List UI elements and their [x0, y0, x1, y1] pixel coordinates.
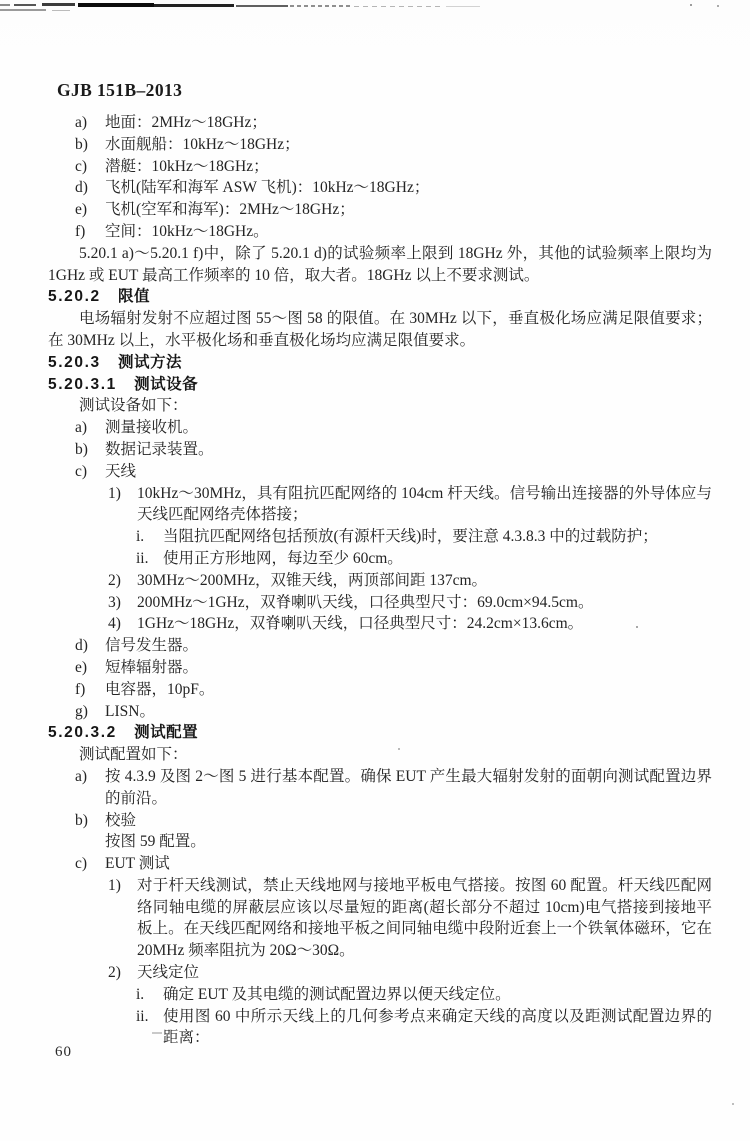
list-item-biconical-antenna	[48, 570, 712, 592]
list-text: 1GHz～18GHz，双脊喇叭天线，口径典型尺寸：24.2cm×13.6cm。	[137, 615, 584, 633]
list-marker: b)	[75, 440, 88, 458]
list-item-reference-points	[48, 1006, 712, 1050]
list-item-basic-config	[48, 766, 712, 810]
list-item-antenna-positioning	[48, 962, 712, 984]
list-text: 天线定位	[137, 964, 200, 982]
list-text: 校验	[105, 811, 137, 829]
list-item-aircraft	[48, 199, 712, 221]
list-marker: 1)	[108, 876, 121, 894]
list-item-antenna	[48, 461, 712, 483]
list-text: 地面：2MHz～18GHz；	[105, 114, 267, 131]
list-item-lisn	[48, 701, 712, 723]
list-text: 水面舰船：10kHz～18GHz；	[105, 135, 300, 153]
list-item-signal-generator	[48, 635, 712, 657]
scan-artifact	[52, 10, 70, 11]
scan-artifact	[0, 9, 46, 11]
list-marker: b)	[75, 135, 88, 153]
list-text: 短棒辐射器。	[105, 658, 199, 676]
list-text: 空间：10kHz～18GHz。	[105, 222, 269, 240]
list-marker: a)	[75, 767, 88, 785]
list-text: 飞机(陆军和海军 ASW 飞机)：10kHz～18GHz；	[105, 179, 430, 197]
scan-artifact	[290, 5, 352, 7]
list-text: LISN。	[105, 702, 155, 720]
section-heading-test-method	[48, 352, 712, 374]
standard-number-header: GJB 151B–2013	[57, 80, 183, 100]
section-number: 5.20.3.2	[48, 724, 117, 742]
list-text: 200MHz～1GHz，双脊喇叭天线，口径典型尺寸：69.0cm×94.5cm。	[137, 593, 594, 611]
section-number: 5.20.3.1	[48, 375, 117, 393]
list-item-space	[48, 221, 712, 243]
list-marker: 2)	[108, 571, 121, 589]
scan-artifact	[446, 6, 480, 7]
document-body	[48, 112, 712, 1049]
calibration-note: 按图 59 配置。	[105, 833, 206, 851]
section-number: 5.20.3	[48, 353, 101, 371]
list-item-rod-antenna	[48, 483, 712, 527]
list-text: 潜艇：10kHz～18GHz；	[105, 157, 269, 175]
list-marker: e)	[75, 658, 88, 676]
list-item-horn-antenna-1g-18g	[48, 613, 712, 635]
list-text: 使用图 60 中所示天线上的几何参考点来确定天线的高度以及距测试配置边界的距离：	[163, 1007, 712, 1047]
list-item-stub-radiator	[48, 657, 712, 679]
equipment-intro: 测试设备如下：	[79, 397, 188, 415]
list-marker: e)	[75, 201, 88, 219]
list-marker: b)	[75, 811, 88, 829]
list-item-asw-aircraft	[48, 177, 712, 199]
scan-artifact	[717, 5, 719, 7]
section-title: 测试配置	[134, 724, 199, 742]
list-item-calibration	[48, 810, 712, 832]
list-text: EUT 测试	[105, 855, 170, 873]
list-text: 10kHz～30MHz，具有阻抗匹配网络的 104cm 杆天线。信号输出连接器的外导体应与天线匹配网络壳体搭接；	[137, 484, 712, 524]
list-marker: a)	[75, 419, 88, 437]
section-heading-limits	[48, 286, 712, 308]
list-text: 30MHz～200MHz，双锥天线，两顶部间距 137cm。	[137, 571, 488, 589]
scan-artifact	[354, 6, 442, 7]
list-text: 信号发生器。	[105, 637, 199, 655]
list-marker: g)	[75, 702, 88, 720]
page-number: 60	[55, 1044, 72, 1060]
list-item-ground	[48, 112, 712, 134]
list-item-eut-test	[48, 853, 712, 875]
list-text: 对于杆天线测试，禁止天线地网与接地平板电气搭接。按图 60 配置。杆天线匹配网络同轴电缆的屏蔽层应该以尽量短的距离(超长部分不超过 10cm)电气搭接到接地平板上。在天线匹配网络和接地平板之间同轴电缆中段附近套上一个铁氧体磁环，它在 20MHz 频率阻抗为 20Ω～30Ω。	[137, 876, 712, 960]
list-marker: 4)	[108, 615, 121, 633]
paragraph-upper-limit: 5.20.1 a)～5.20.1 f)中，除了 5.20.1 d)的试验频率上限到 18GHz 外，其他的试验频率上限均为 1GHz 或 EUT 最高工作频率的 10 倍，取大者。18GHz 以上不要求测试。	[48, 244, 712, 284]
list-marker: 3)	[108, 593, 121, 611]
scan-artifact	[42, 3, 75, 6]
paragraph-limits: 电场辐射发射不应超过图 55～图 58 的限值。在 30MHz 以下，垂直极化场应满足限值要求；在 30MHz 以上，水平极化场和垂直极化场均应满足限值要求。	[48, 310, 712, 349]
list-item-ground-plane	[48, 548, 712, 570]
list-text: 数据记录装置。	[105, 440, 214, 458]
section-heading-test-equipment	[48, 374, 712, 396]
list-text: 测量接收机。	[105, 419, 199, 437]
scan-artifact	[690, 4, 692, 6]
list-marker: d)	[75, 637, 88, 655]
list-text: 确定 EUT 及其电缆的测试配置边界以便天线定位。	[163, 985, 511, 1003]
section-heading-test-config	[48, 722, 712, 744]
list-text: 按 4.3.9 及图 2～图 5 进行基本配置。确保 EUT 产生最大辐射发射的面朝向测试配置边界的前沿。	[105, 767, 712, 807]
scan-artifact	[14, 4, 36, 6]
scan-artifact	[0, 4, 10, 6]
list-item-surface-ship	[48, 134, 712, 156]
scan-artifact	[236, 5, 288, 7]
section-number: 5.20.2	[48, 288, 101, 306]
section-title: 测试方法	[118, 353, 183, 371]
section-title: 测试设备	[134, 375, 199, 393]
list-item-receiver	[48, 417, 712, 439]
list-marker: ii.	[136, 549, 149, 567]
list-marker: c)	[75, 157, 88, 175]
list-marker: i.	[136, 985, 145, 1003]
list-item-capacitor	[48, 679, 712, 701]
list-marker: i.	[136, 528, 145, 546]
list-marker: f)	[75, 222, 86, 240]
list-marker: c)	[75, 462, 88, 480]
list-marker: a)	[75, 114, 88, 131]
list-text: 飞机(空军和海军)：2MHz～18GHz；	[105, 201, 355, 219]
list-text: 当阻抗匹配网络包括预放(有源杆天线)时，要注意 4.3.8.3 中的过载防护；	[163, 528, 658, 546]
list-marker: f)	[75, 680, 86, 698]
scan-artifact	[78, 3, 154, 7]
list-item-horn-antenna-200m-1g	[48, 592, 712, 614]
list-marker: d)	[75, 179, 88, 197]
list-marker: 1)	[108, 484, 121, 502]
list-marker: ii.	[136, 1007, 149, 1025]
scan-speck	[732, 1103, 734, 1105]
list-item-data-recorder	[48, 439, 712, 461]
list-item-overload-protection	[48, 526, 712, 548]
config-intro: 测试配置如下：	[79, 746, 188, 764]
list-item-submarine	[48, 156, 712, 178]
list-item-config-boundary	[48, 984, 712, 1006]
list-item-rod-antenna-test	[48, 875, 712, 962]
list-marker: 2)	[108, 964, 121, 982]
scan-artifact	[154, 4, 234, 7]
section-title: 限值	[118, 288, 151, 306]
list-text: 使用正方形地网，每边至少 60cm。	[163, 549, 403, 567]
list-marker: c)	[75, 855, 88, 873]
list-text: 天线	[105, 462, 137, 480]
list-text: 电容器，10pF。	[105, 680, 215, 698]
